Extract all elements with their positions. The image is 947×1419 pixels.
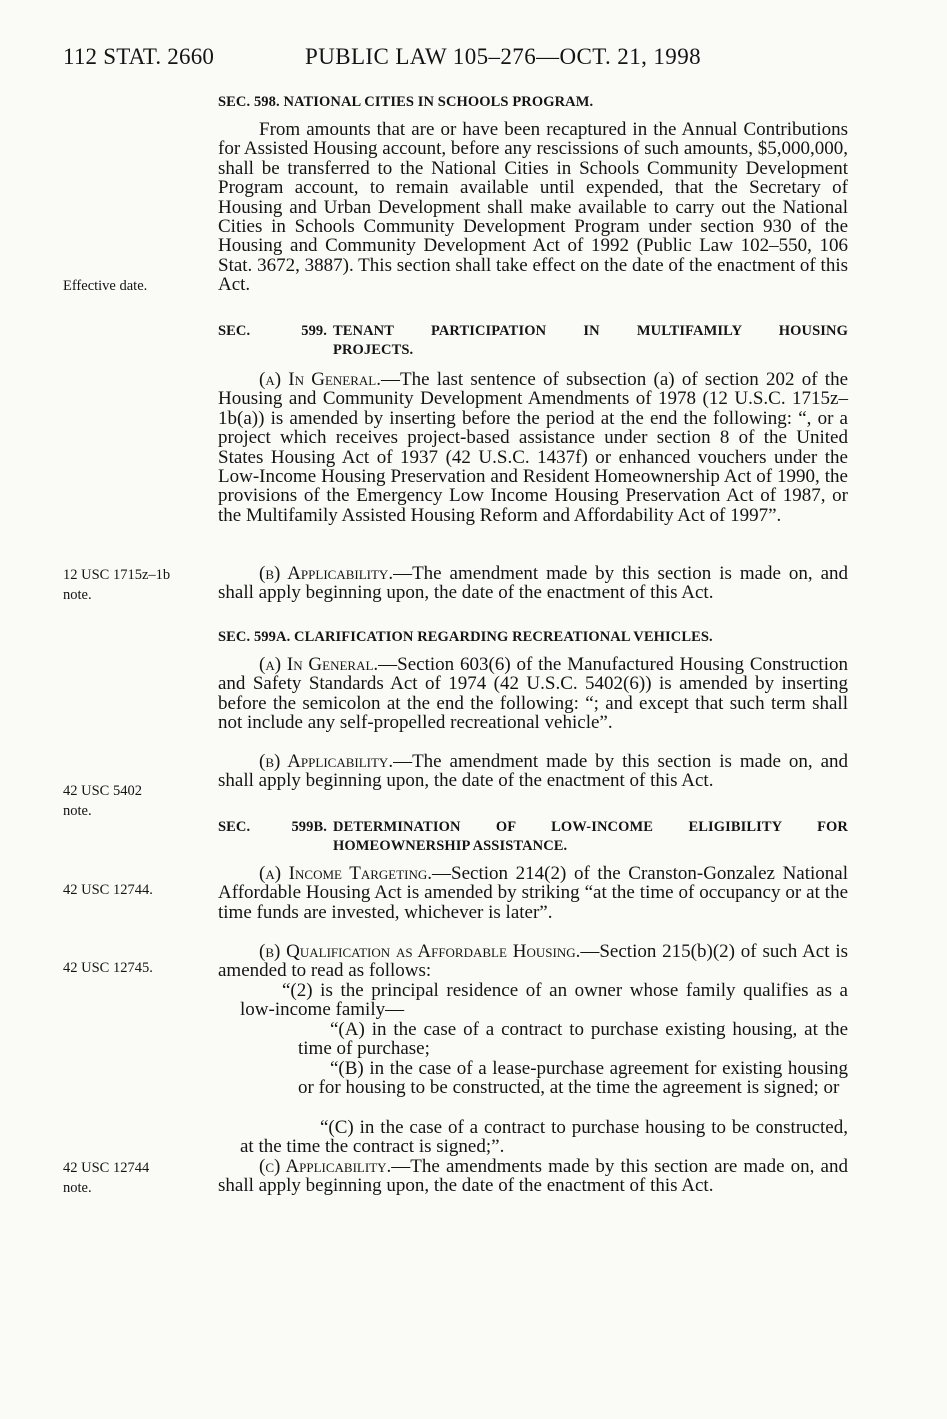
- section-599a: [218, 628, 848, 647]
- side-note-42-usc-12744: 42 USC 12744.: [63, 882, 153, 898]
- section-heading: SEC. 598. NATIONAL CITIES IN SCHOOLS PROGRAM.: [218, 94, 594, 110]
- section-heading: SEC. 599. TENANT PARTICIPATION IN MULTIFAMILY HOUSING PROJECTS.: [218, 323, 848, 358]
- section-heading: SEC. 599A. CLARIFICATION REGARDING RECREATIONAL VEHICLES.: [218, 629, 713, 645]
- side-note-42-usc-12744-note: 42 USC 12744 note.: [63, 1160, 150, 1196]
- law-reference: PUBLIC LAW 105–276—OCT. 21, 1998: [305, 44, 701, 69]
- paragraph: (b) Applicability.—The amendment made by this section is made on, and shall apply beginning upon, the date of the enactment of this Act.: [218, 563, 849, 604]
- quoted-clause-a: [218, 1020, 848, 1059]
- paragraph: (a) Income Targeting.—Section 214(2) of the Cranston-Gonzalez National Affordable Housing Act is amended by striking “at the time of occupancy or at the time funds are invested, whichever is later”.: [218, 863, 849, 923]
- side-note-42-usc-5402: 42 USC 5402 note.: [63, 783, 142, 819]
- section-598-body: [218, 120, 848, 295]
- side-note-effective-date: Effective date.: [63, 278, 148, 294]
- quoted-paragraph-2: [218, 981, 848, 1020]
- section-599: [218, 322, 848, 360]
- section-599-a: [218, 370, 848, 525]
- section-599a-a: [218, 655, 848, 733]
- section-599b-b: [218, 942, 848, 981]
- paragraph: (a) In General.—The last sentence of subsection (a) of section 202 of the Housing and Community Development Amendments of 1978 (12 U.S.C. 1715z–1b(a)) is amended by inserting before the period at the end the following: “, or a project which receives project-based assistance under section 8 of the United States Housing Act of 1937 (42 U.S.C. 1437f) or enhanced vouchers under the Low-Income Housing Preservation and Resident Homeownership Act of 1990, the provisions of the Emergency Low Income Housing Preservation Act of 1987, or the Multifamily Assisted Housing Reform and Affordability Act of 1997”.: [218, 369, 849, 526]
- paragraph: “(C) in the case of a contract to purchase housing to be constructed, at the time the contract is signed;”.: [240, 1117, 848, 1158]
- section-599a-b: [218, 752, 848, 791]
- section-599b-a: [218, 864, 848, 922]
- running-header: [0, 44, 947, 84]
- section-599-b: [218, 564, 848, 603]
- quoted-clause-c: [218, 1118, 848, 1157]
- section-599b-c: [218, 1157, 848, 1196]
- paragraph: “(A) in the case of a contract to purchase existing housing, at the time of purchase;: [298, 1019, 848, 1060]
- paragraph: “(2) is the principal residence of an owner whose family qualifies as a low-income family—: [240, 980, 848, 1021]
- paragraph: (b) Qualification as Affordable Housing.—Section 215(b)(2) of such Act is amended to read as follows:: [218, 941, 849, 982]
- paragraph: From amounts that are or have been recaptured in the Annual Contributions for Assisted Housing account, before any rescissions of such amounts, $5,000,000, shall be transferred to the National Cities in Schools Community Development Program account, to remain available until expended, that the Secretary of Housing and Urban Development shall make available to carry out the National Cities in Schools Community Development Program under section 930 of the Housing and Community Development Act of 1992 (Public Law 102–550, 106 Stat. 3672, 3887). This section shall take effect on the date of the enactment of this Act.: [218, 119, 848, 296]
- page-reference: 112 STAT. 2660: [63, 44, 215, 69]
- paragraph: (c) Applicability.—The amendments made by this section are made on, and shall apply beginning upon, the date of the enactment of this Act.: [218, 1156, 848, 1197]
- section-598: [218, 93, 848, 112]
- section-599b: [218, 818, 848, 856]
- paragraph: (b) Applicability.—The amendment made by this section is made on, and shall apply beginning upon, the date of the enactment of this Act.: [218, 751, 849, 792]
- section-heading: SEC. 599B. DETERMINATION OF LOW-INCOME ELIGIBILITY FOR HOMEOWNERSHIP ASSISTANCE.: [218, 819, 848, 854]
- paragraph: (a) In General.—Section 603(6) of the Manufactured Housing Construction and Safety Standards Act of 1974 (42 U.S.C. 5402(6)) is amended by inserting before the semicolon at the end the following: “; and except that such term shall not include any self-propelled recreational vehicle”.: [218, 654, 848, 734]
- paragraph: “(B) in the case of a lease-purchase agreement for existing housing or for housing to be constructed, at the time the agreement is signed; or: [298, 1058, 848, 1099]
- side-note-12-usc-1715z: 12 USC 1715z–1b note.: [63, 567, 171, 603]
- side-note-42-usc-12745: 42 USC 12745.: [63, 960, 153, 976]
- quoted-clause-b: [218, 1059, 848, 1098]
